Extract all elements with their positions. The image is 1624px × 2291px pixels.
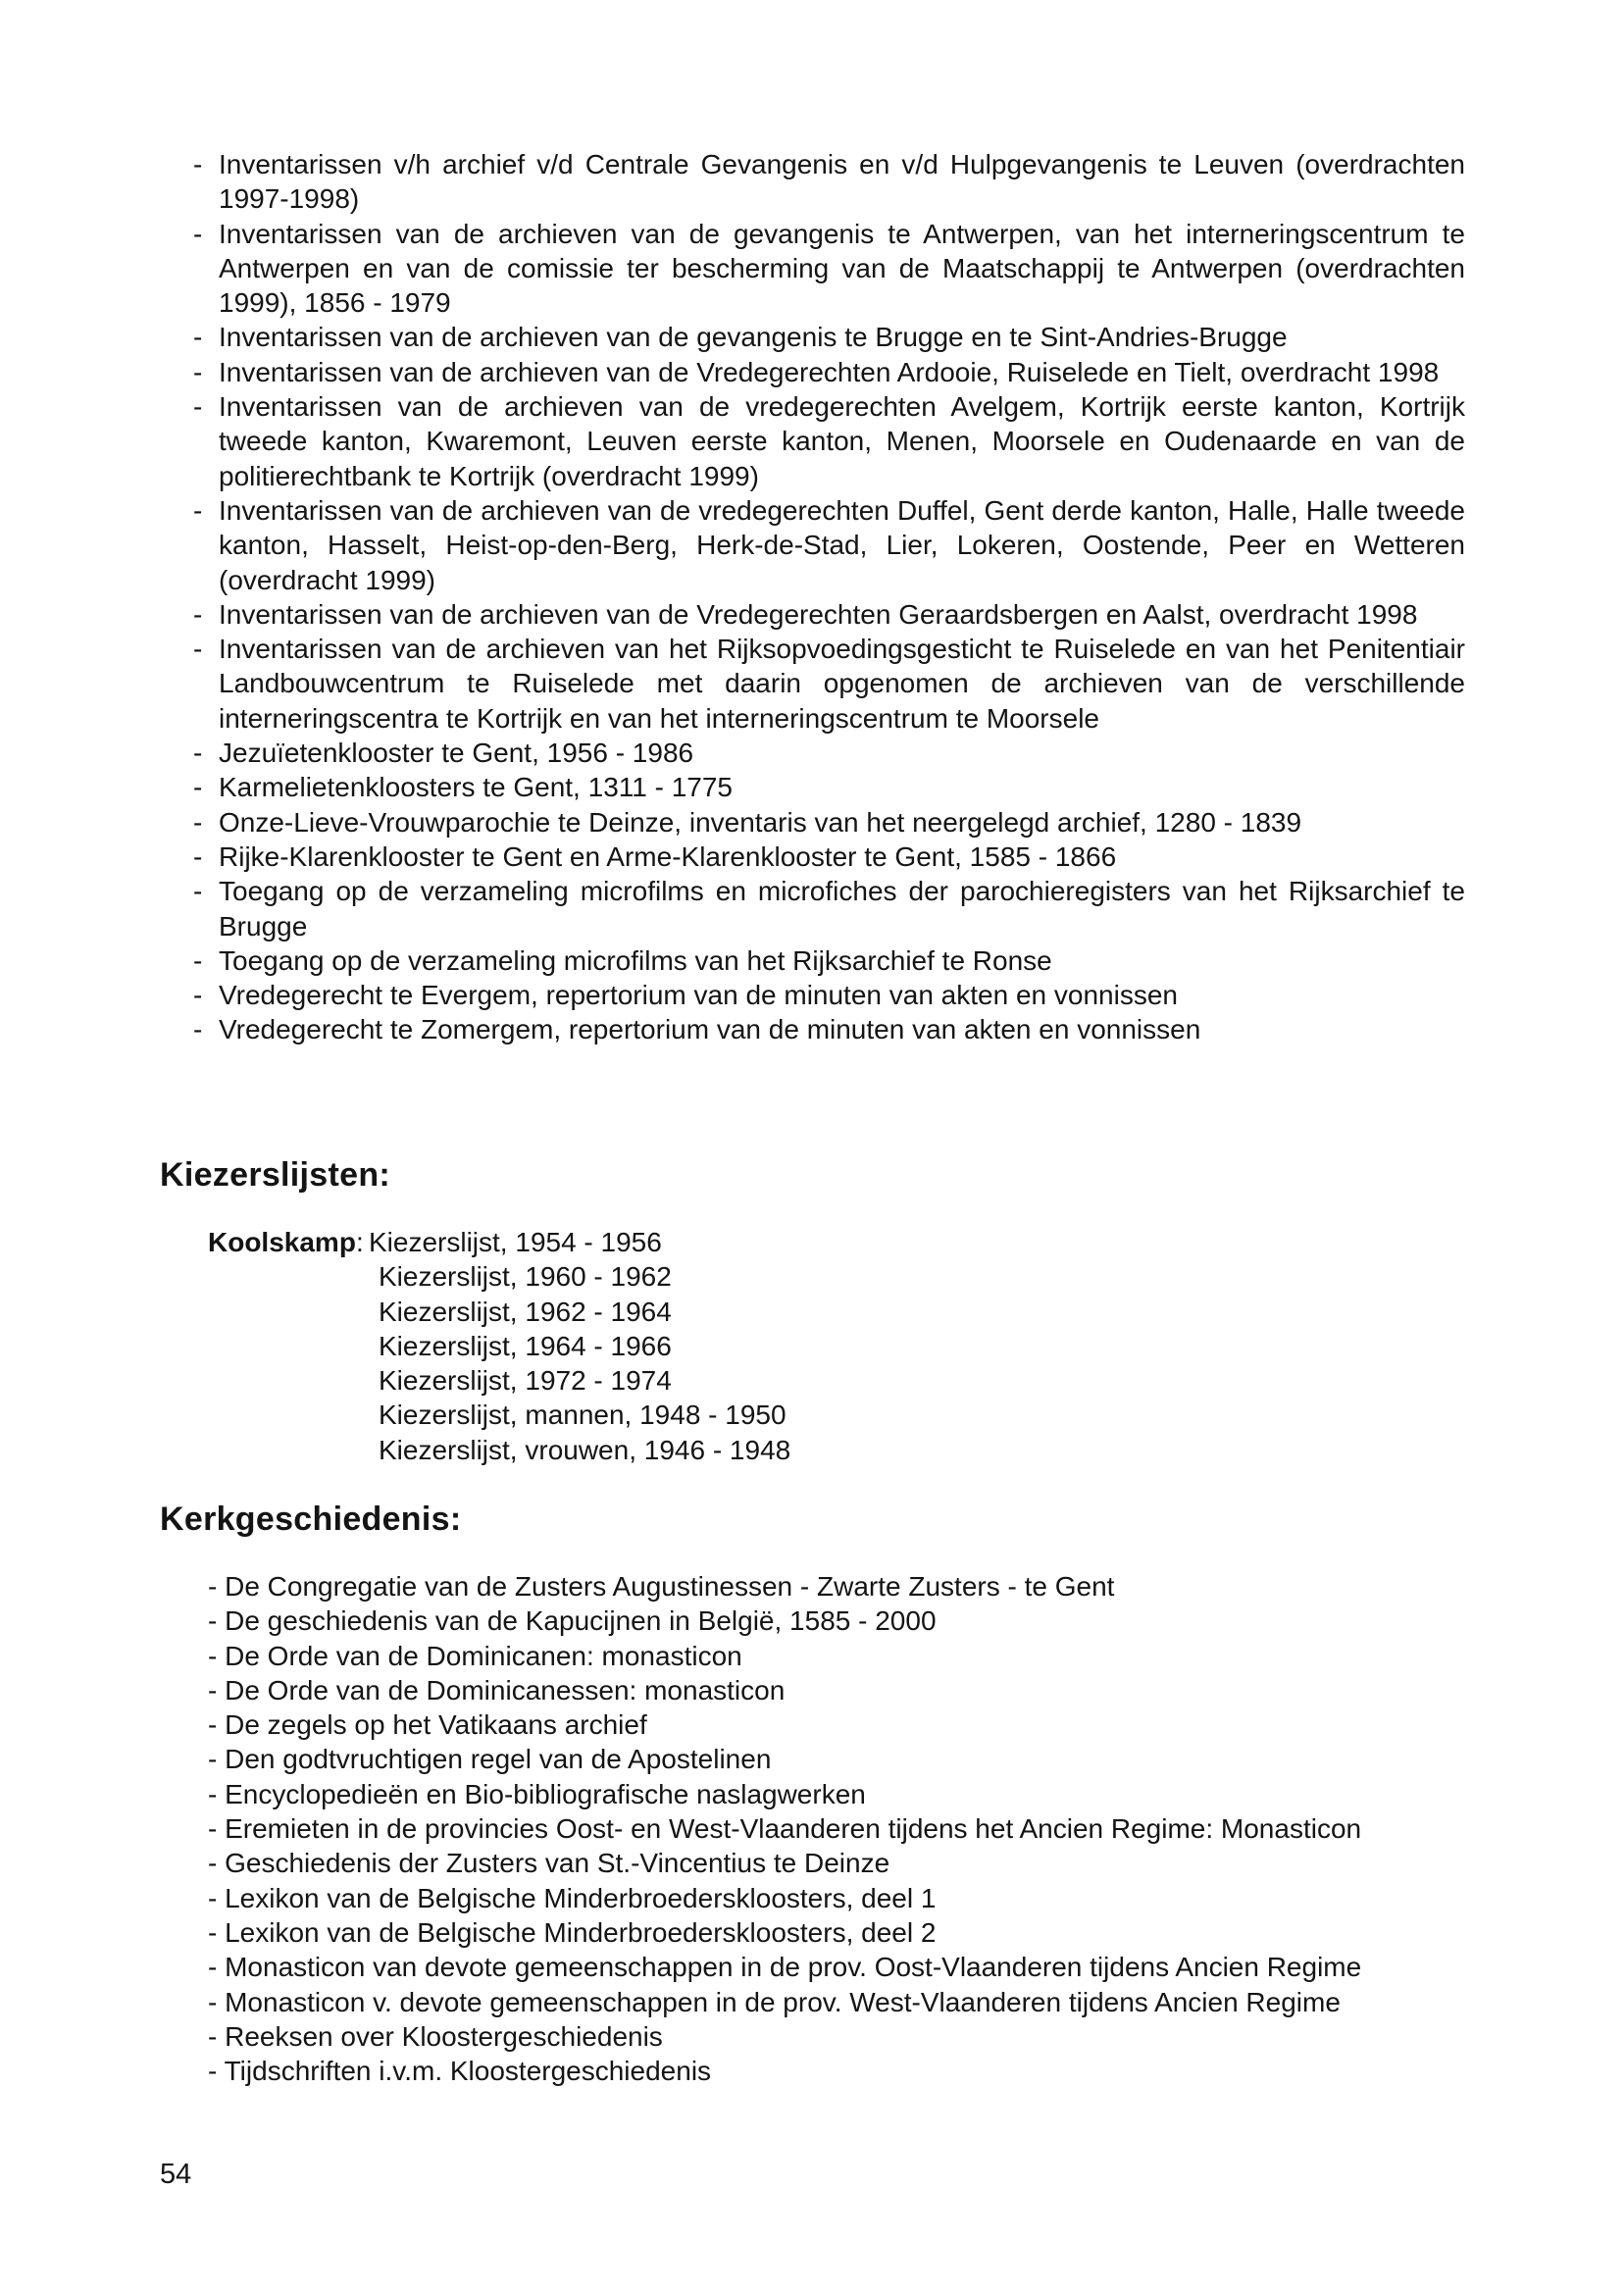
list-item-text: Vredegerecht te Evergem, repertorium van de minuten van akten en vonnissen: [219, 980, 1178, 1011]
bullet-dash: -: [208, 2056, 218, 2087]
list-item-text: De zegels op het Vatikaans archief: [225, 1709, 647, 1741]
list-item: [208, 1915, 1361, 1950]
list-item-text: Inventarissen v/h archief v/d Centrale Gevangenis en v/d Hulpgevangenis te Leuven (overdrachten 1997-1998): [219, 149, 1465, 215]
list-item-text: Jezuïetenklooster te Gent, 1956 - 1986: [219, 738, 694, 769]
list-item-text: De geschiedenis van de Kapucijnen in België, 1585 - 2000: [225, 1605, 937, 1637]
list-item: [208, 1742, 1361, 1776]
list-item-text: Lexikon van de Belgische Minderbroederskloosters, deel 2: [225, 1916, 937, 1948]
kerkgeschiedenis-list: [208, 1569, 1361, 2088]
bullet-dash: -: [208, 1709, 218, 1741]
kiezerslijst-entry: Kiezerslijst, vrouwen, 1946 - 1948: [379, 1434, 791, 1465]
list-item: [193, 217, 1465, 321]
kiezerslijst-entry: Kiezerslijst, 1972 - 1974: [379, 1365, 672, 1397]
list-item-text: De Orde van de Dominicanessen: monasticon: [225, 1674, 786, 1706]
list-item: [208, 2019, 1361, 2054]
kiezerslijst-entry: Kiezerslijst, 1962 - 1964: [379, 1296, 672, 1327]
bullet-dash: -: [208, 1952, 218, 1983]
bullet-dash: -: [193, 634, 203, 665]
list-item: [193, 943, 1465, 978]
bullet-dash: -: [208, 1778, 218, 1809]
list-item: [208, 1604, 1361, 1638]
list-item-text: Inventarissen van de archieven van de vredegerechten Avelgem, Kortrijk eerste kanton, Kortrijk tweede kanton, Kwaremont, Leuven eerste kanton, Menen, Moorsele en Oudenaarde en van de politierechtbank te Kortrijk (overdracht 1999): [219, 391, 1465, 491]
list-item: [208, 1673, 1361, 1707]
list-item-text: Inventarissen van de archieven van de Vredegerechten Ardooie, Ruiselede en Tielt, overdracht 1998: [219, 356, 1440, 387]
bullet-dash: -: [208, 1674, 218, 1706]
list-item-text: Rijke-Klarenklooster te Gent en Arme-Klarenklooster te Gent, 1585 - 1866: [219, 840, 1117, 872]
section-heading-kiezerslijsten: Kiezerslijsten:: [160, 1156, 391, 1194]
list-item: [208, 1777, 1361, 1811]
list-item: [208, 1950, 1361, 1984]
bullet-dash: -: [193, 356, 203, 387]
list-item: [193, 978, 1465, 1012]
bullet-dash: -: [193, 772, 203, 803]
kiezerslijst-entry: Kiezerslijst, 1954 - 1956: [369, 1227, 662, 1257]
bullet-dash: -: [208, 1848, 218, 1879]
list-item-text: Tijdschriften i.v.m. Kloostergeschiedenis: [224, 2056, 712, 2087]
list-item-text: Reeksen over Kloostergeschiedenis: [225, 2020, 663, 2052]
page-number: 54: [160, 2159, 192, 2190]
kiezerslijst-list: [369, 1225, 791, 1467]
list-item-text: Inventarissen van de archieven van de vredegerechten Duffel, Gent derde kanton, Halle, Halle tweede kanton, Hasselt, Heist-op-den-Berg, Herk-de-Stad, Lier, Lokeren, Oostende, Peer en Wetteren (overdracht 1999): [219, 494, 1465, 595]
bullet-dash: -: [193, 598, 203, 630]
bullet-dash: -: [208, 1813, 218, 1845]
list-item-text: Karmelietenkloosters te Gent, 1311 - 1775: [219, 772, 734, 803]
list-item: [193, 597, 1465, 632]
list-item-text: De Orde van de Dominicanen: monasticon: [225, 1640, 742, 1671]
section-heading-kerkgeschiedenis: Kerkgeschiedenis:: [160, 1501, 462, 1538]
list-item: [193, 874, 1465, 943]
bullet-dash: -: [193, 840, 203, 872]
bullet-dash: -: [208, 1882, 218, 1913]
list-item: [193, 1012, 1465, 1046]
bullet-dash: -: [193, 494, 203, 526]
list-item: [193, 805, 1465, 840]
list-item-text: Toegang op de verzameling microfilms en microfiches der parochieregisters van het Rijksarchief te Brugge: [219, 876, 1465, 942]
bullet-dash: -: [208, 1571, 218, 1602]
list-item: [193, 736, 1465, 770]
bullet-dash: -: [193, 876, 203, 907]
list-item-text: Monasticon van devote gemeenschappen in de prov. Oost-Vlaanderen tijdens Ancien Regime: [225, 1952, 1362, 1983]
bullet-dash: -: [193, 391, 203, 423]
list-item: [208, 1811, 1361, 1846]
list-item: [193, 147, 1465, 217]
list-item: [208, 1846, 1361, 1880]
bullet-dash: -: [193, 218, 203, 249]
list-item-text: Encyclopedieën en Bio-bibliografische naslagwerken: [225, 1778, 866, 1809]
list-item-text: Inventarissen van de archieven van het Rijksopvoedingsgesticht te Ruiselede en van het Penitentiair Landbouwcentrum te Ruiselede met daarin opgenomen de archieven van de verschillende interneringscentra te Kortrijk en van het interneringscentrum te Moorsele: [219, 634, 1465, 734]
inventory-list: [193, 147, 1465, 1047]
list-item-text: Eremieten in de provincies Oost- en West-Vlaanderen tijdens het Ancien Regime: Monasticon: [225, 1813, 1362, 1845]
list-item: [208, 1569, 1361, 1604]
bullet-dash: -: [193, 322, 203, 353]
list-item-text: Den godtvruchtigen regel van de Apostelinen: [225, 1744, 772, 1775]
list-item-text: Onze-Lieve-Vrouwparochie te Deinze, inventaris van het neergelegd archief, 1280 - 1839: [219, 806, 1302, 838]
list-item: [208, 1639, 1361, 1673]
bullet-dash: -: [193, 149, 203, 179]
list-item: [193, 320, 1465, 354]
list-item: [193, 770, 1465, 804]
list-item: [193, 840, 1465, 874]
bullet-dash: -: [208, 1640, 218, 1671]
bullet-dash: -: [193, 1014, 203, 1045]
place-label: [208, 1225, 364, 1259]
list-item: [193, 632, 1465, 736]
bullet-dash: -: [208, 1605, 218, 1637]
kiezerslijst-entry: Kiezerslijst, 1964 - 1966: [379, 1330, 672, 1361]
list-item-text: Toegang op de verzameling microfilms van het Rijksarchief te Ronse: [219, 944, 1052, 976]
list-item: [208, 1985, 1361, 2019]
list-item-text: Inventarissen van de archieven van de gevangenis te Antwerpen, van het interneringscentrum te Antwerpen en van de comissie ter bescherming van de Maatschappij te Antwerpen (overdrachten 1999), 1856 - 1979: [219, 218, 1465, 319]
list-item: [208, 1881, 1361, 1915]
bullet-dash: -: [208, 1986, 218, 2017]
kiezerslijst-entry: Kiezerslijst, 1960 - 1962: [379, 1261, 672, 1293]
bullet-dash: -: [208, 2020, 218, 2052]
bullet-dash: -: [208, 1916, 218, 1948]
list-item-text: Inventarissen van de archieven van de gevangenis te Brugge en te Sint-Andries-Brugge: [219, 322, 1288, 353]
place-name: Koolskamp: [208, 1227, 356, 1257]
list-item-text: De Congregatie van de Zusters Augustinessen - Zwarte Zusters - te Gent: [225, 1571, 1115, 1602]
list-item-text: Geschiedenis der Zusters van St.-Vincentius te Deinze: [225, 1848, 890, 1879]
list-item: [193, 389, 1465, 493]
list-item-text: Vredegerecht te Zomergem, repertorium van de minuten van akten en vonnissen: [219, 1014, 1201, 1045]
bullet-dash: -: [208, 1744, 218, 1775]
kiezerslijst-entry: Kiezerslijst, mannen, 1948 - 1950: [379, 1400, 787, 1431]
bullet-dash: -: [193, 738, 203, 769]
list-item-text: Inventarissen van de archieven van de Vredegerechten Geraardsbergen en Aalst, overdracht 1998: [219, 598, 1418, 630]
list-item: [208, 2054, 1361, 2088]
list-item-text: Monasticon v. devote gemeenschappen in de prov. West-Vlaanderen tijdens Ancien Regime: [225, 1986, 1341, 2017]
place-colon: :: [355, 1227, 364, 1257]
list-item: [193, 493, 1465, 597]
bullet-dash: -: [193, 806, 203, 838]
bullet-dash: -: [193, 980, 203, 1011]
bullet-dash: -: [193, 944, 203, 976]
list-item: [193, 355, 1465, 389]
list-item: [208, 1707, 1361, 1742]
list-item-text: Lexikon van de Belgische Minderbroederskloosters, deel 1: [225, 1882, 937, 1913]
